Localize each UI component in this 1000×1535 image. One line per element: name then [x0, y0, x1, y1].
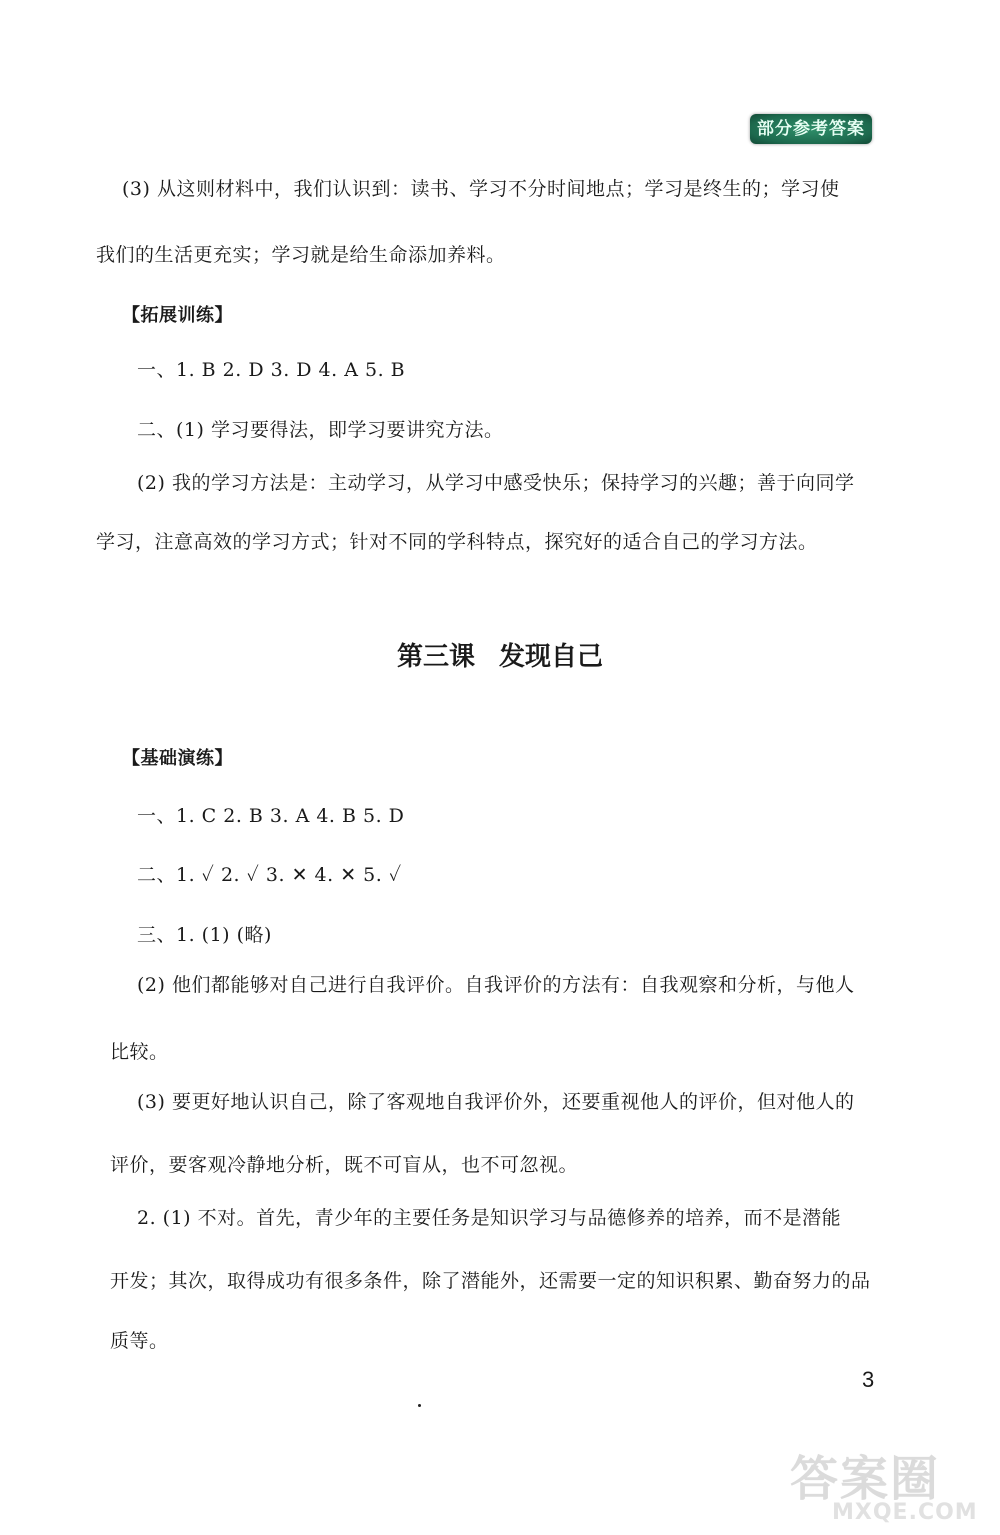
paragraph-line: 2. (1) 不对。首先，青少年的主要任务是知识学习与品德修养的培养，而不是潜能	[137, 1207, 842, 1229]
paragraph-line: (3) 从这则材料中，我们认识到：读书、学习不分时间地点；学习是终生的；学习使	[122, 178, 840, 200]
section-heading-basic: 【基础演练】	[122, 748, 233, 769]
paragraph-line: 比较。	[110, 1041, 169, 1063]
paragraph-line: (3) 要更好地认识自己，除了客观地自我评价外，还要重视他人的评价，但对他人的	[137, 1091, 855, 1113]
paragraph-line: 我们的生活更充实；学习就是给生命添加养料。	[96, 244, 506, 266]
print-dot	[418, 1404, 421, 1407]
watermark-logo	[790, 1440, 990, 1530]
paragraph-line: 学习，注意高效的学习方式；针对不同的学科特点，探究好的适合自己的学习方法。	[96, 531, 818, 553]
watermark-url: MXQE.COM	[832, 1500, 978, 1525]
paragraph-line: (2) 他们都能够对自己进行自我评价。自我评价的方法有：自我观察和分析，与他人	[137, 974, 855, 996]
paragraph-line: 开发；其次，取得成功有很多条件，除了潜能外，还需要一定的知识积累、勤奋努力的品	[110, 1270, 871, 1292]
multiple-choice-answers: 一、1. C 2. B 3. A 4. B 5. D	[137, 805, 405, 827]
paragraph-line: 质等。	[110, 1330, 169, 1352]
lesson-name: 发现自己	[499, 642, 604, 672]
reference-answer-badge: 部分参考答案	[750, 114, 872, 144]
watermark-text: 答案圈	[790, 1451, 941, 1507]
page-number: 3	[862, 1367, 875, 1392]
section-heading-extension: 【拓展训练】	[122, 305, 233, 326]
answer-line: 二、(1) 学习要得法，即学习要讲究方法。	[137, 419, 504, 441]
multiple-choice-answers: 一、1. B 2. D 3. D 4. A 5. B	[137, 359, 406, 381]
true-false-answers: 二、1. ✓ 2. ✓ 3. ✕ 4. ✕ 5. ✓	[137, 864, 402, 886]
paragraph-line: (2) 我的学习方法是：主动学习，从学习中感受快乐；保持学习的兴趣；善于向同学	[137, 472, 855, 494]
paragraph-line: 评价，要客观冷静地分析，既不可盲从，也不可忽视。	[110, 1154, 579, 1176]
answer-line: 三、1. (1) (略)	[137, 924, 272, 946]
lesson-number: 第三课	[396, 642, 475, 672]
lesson-title	[0, 636, 1000, 673]
